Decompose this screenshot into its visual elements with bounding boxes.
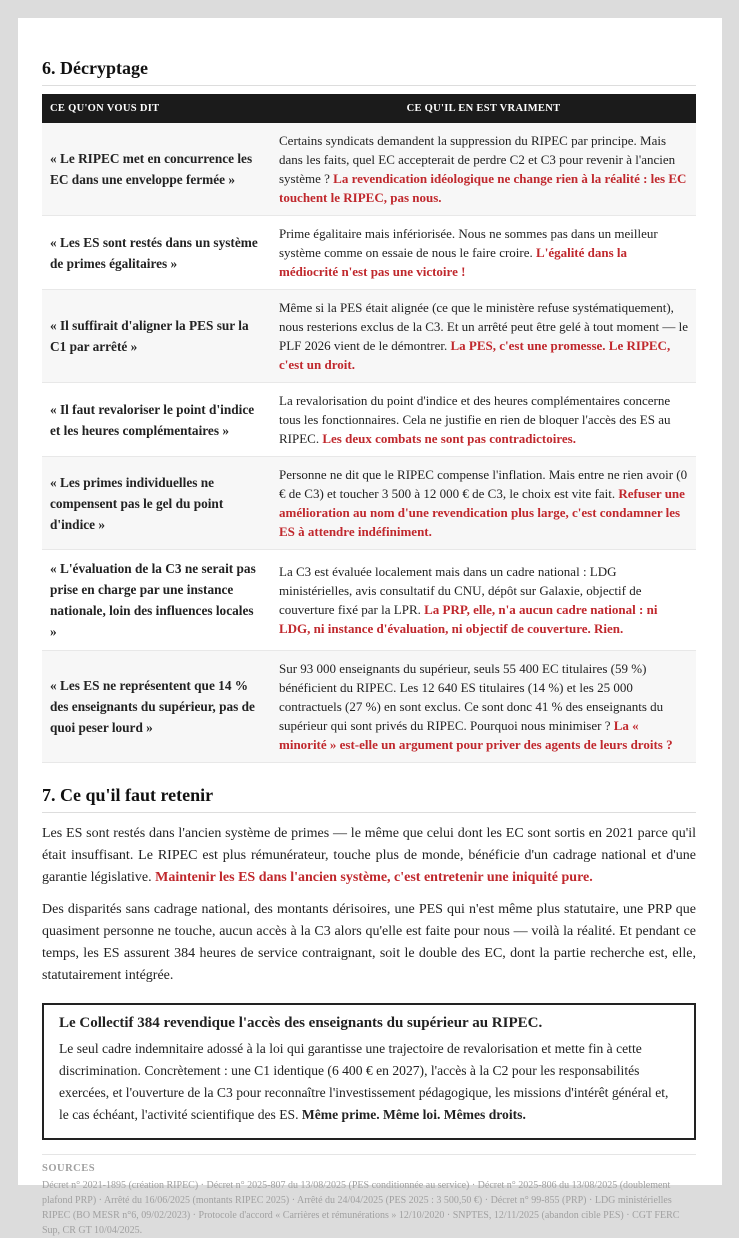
sources-label: SOURCES <box>42 1163 96 1174</box>
reality-cell <box>271 651 696 763</box>
table-row <box>42 290 696 383</box>
reality-cell <box>271 290 696 383</box>
table-row <box>42 216 696 290</box>
reality-highlight: L'égalité dans la médiocrité n'est pas une victoire ! <box>279 245 628 279</box>
reality-text: La revalorisation du point d'indice et des heures complémentaires concerne tous les fonctionnaires. Cela ne justifie en rien de bloquer l'accès des ES au RIPEC. <box>279 393 671 446</box>
reality-cell <box>271 123 696 216</box>
reality-text: Sur 93 000 enseignants du supérieur, seuls 55 400 EC titulaires (59 %) bénéficient du RIPEC. Les 12 640 ES titulaires (14 %) et les 25 000 contractuels (27 %) en sont exclus. Ce sont donc 41 % des enseignants du supérieur qui sont privés du RIPEC. Pourquoi nous minimiser ? <box>279 661 664 733</box>
reality-text: Même si la PES était alignée (ce que le ministère refuse systématiquement), nous resterions exclus de la C3. Et un arrêté peut être gelé à tout moment — le PLF 2026 vient de le démontrer. <box>279 300 689 353</box>
callout-text <box>59 1038 679 1126</box>
decryptage-table <box>42 94 696 763</box>
reality-text: Personne ne dit que le RIPEC compense l'inflation. Mais entre ne rien avoir (0 € de C3) et toucher 3 500 à 12 000 € de C3, le choix est vite fait. <box>279 467 688 501</box>
sources-text: Décret n° 2021-1895 (création RIPEC) · Décret n° 2025-807 du 13/08/2025 (PES conditionnée au service) · Décret n° 2025-806 du 13/08/2025 (doublement plafond PRP) · Arrêté du 16/06/2025 (montants RIPEC 2025) · Arrêté du 24/04/2025 (PES 2025 : 3 500,50 €) · Décret n° 99-855 (PRP) · LDG ministérielles RIPEC (BO MESR n°6, 09/02/2023) · Protocole d'accord « Carrières et rémunérations » 12/10/2020 · SNPTES, 12/11/2025 (abandon cible PES) · CGT FERC Sup, CR GT 10/04/2025. <box>42 1180 680 1236</box>
claim-cell: « Les ES sont restés dans un système de primes égalitaires » <box>42 216 271 290</box>
reality-highlight: La « minorité » est-elle un argument pour priver des agents de leurs droits ? <box>279 718 673 752</box>
reality-cell <box>271 383 696 457</box>
claim-cell: « Les ES ne représentent que 14 % des enseignants du supérieur, pas de quoi peser lourd » <box>42 651 271 763</box>
column-header-claim: CE QU'ON VOUS DIT <box>42 94 271 123</box>
reality-text: Certains syndicats demandent la suppression du RIPEC par principe. Mais dans les faits, quel EC accepterait de perdre C2 et C3 pour revenir à l'ancien système ? <box>279 133 676 186</box>
article-card <box>18 18 722 1236</box>
section-7-title: 7. Ce qu'il faut retenir <box>42 785 696 813</box>
reality-cell <box>271 550 696 651</box>
reality-highlight: Refuser une amélioration au nom d'une revendication plus large, c'est condamner les ES à attendre indéfiniment. <box>279 486 685 539</box>
callout-title: Le Collectif 384 revendique l'accès des enseignants du supérieur au RIPEC. <box>59 1015 543 1031</box>
paragraph-text: Les ES sont restés dans l'ancien système de primes — le même que celui dont les EC sont sortis en 2021 parce qu'il était insuffisant. Le RIPEC est plus rémunérateur, touche plus de monde, bénéficie d'un cadrage national et d'une garantie législative. <box>42 826 696 885</box>
sources-section <box>42 1154 696 1238</box>
callout-box <box>42 1003 696 1140</box>
reality-highlight: La revendication idéologique ne change rien à la réalité : les EC touchent le RIPEC, pas nous. <box>279 171 687 205</box>
table-header-row <box>42 94 696 123</box>
claim-cell: « Les primes individuelles ne compensent pas le gel du point d'indice » <box>42 457 271 550</box>
summary-paragraph-2: Des disparités sans cadrage national, des montants dérisoires, une PES qui n'est même plus statutaire, une PRP que quasiment personne ne touche, aucun accès à la C3 alors qu'elle est faite pour nous — voilà la réalité. Et pendant ce temps, les ES assurent 384 heures de service contraignant, soit le double des EC, dont la partie recherche est, elle, statutairement intégrée. <box>42 902 696 983</box>
reality-text: La C3 est évaluée localement mais dans un cadre national : LDG ministérielles, avis consultatif du CNU, dépôt sur Galaxie, objectif de couverture fixé par la LPR. <box>279 564 642 617</box>
reality-highlight: La PRP, elle, n'a aucun cadre national : ni LDG, ni instance d'évaluation, ni objectif de couverture. Rien. <box>279 602 658 636</box>
claim-cell: « L'évaluation de la C3 ne serait pas prise en charge par une instance nationale, loin des influences locales » <box>42 550 271 651</box>
table-row <box>42 457 696 550</box>
table-row <box>42 383 696 457</box>
claim-cell: « Le RIPEC met en concurrence les EC dans une enveloppe fermée » <box>42 123 271 216</box>
claim-cell: « Il faut revaloriser le point d'indice et les heures complémentaires » <box>42 383 271 457</box>
column-header-reality: CE QU'IL EN EST VRAIMENT <box>271 94 696 123</box>
table-row <box>42 651 696 763</box>
reality-highlight: La PES, c'est une promesse. Le RIPEC, c'est un droit. <box>279 338 671 372</box>
table-row <box>42 123 696 216</box>
summary-paragraph-1 <box>42 823 696 889</box>
section-6-title: 6. Décryptage <box>42 58 696 86</box>
callout-slogan: Même prime. Même loi. Mêmes droits. <box>301 1107 526 1122</box>
article-content <box>42 58 696 1238</box>
table-row <box>42 550 696 651</box>
reality-cell <box>271 457 696 550</box>
reality-text: Prime égalitaire mais infériorisée. Nous ne sommes pas dans un meilleur système comme on essaie de nous le faire croire. <box>279 226 658 260</box>
claim-cell: « Il suffirait d'aligner la PES sur la C1 par arrêté » <box>42 290 271 383</box>
callout-body: Le seul cadre indemnitaire adossé à la loi qui garantisse une trajectoire de revalorisation et mette fin à cette discrimination. Concrètement : une C1 identique (6 400 € en 2027), l'accès à la C2 pour les responsabilités exercées, et l'ouverture de la C3 pour reconnaître l'investissement pédagogique, les missions d'intérêt général et, le cas échéant, l'activité scientifique des ES. <box>59 1041 669 1122</box>
reality-highlight: Les deux combats ne sont pas contradictoires. <box>322 431 576 446</box>
reality-cell <box>271 216 696 290</box>
paragraph-highlight: Maintenir les ES dans l'ancien système, c'est entretenir une iniquité pure. <box>155 870 593 885</box>
